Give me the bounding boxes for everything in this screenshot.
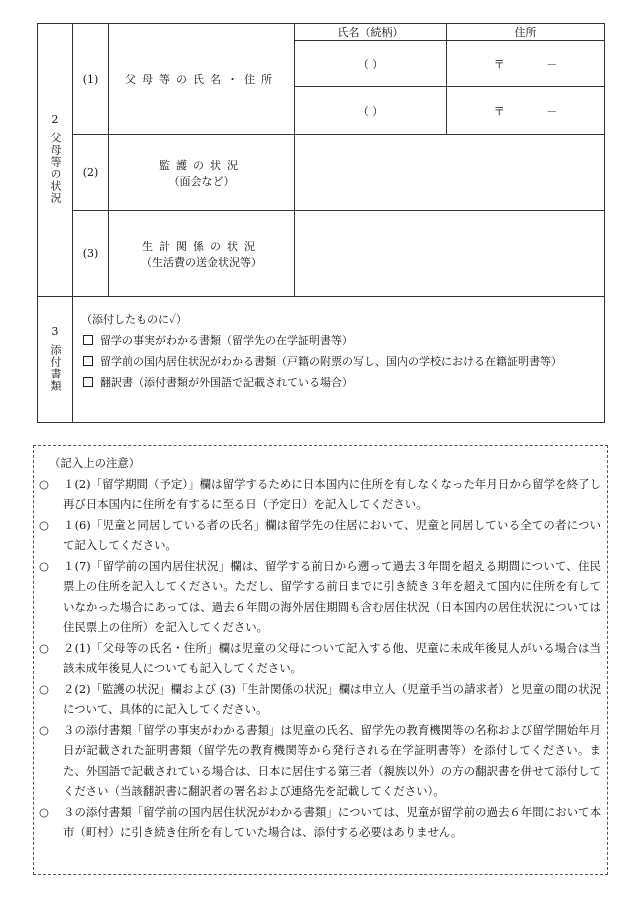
row3-number: (3): [73, 211, 109, 297]
note-text: ２(2)「監護の状況」欄および (3)「生計関係の状況」欄は申立人（児童手当の請求者）と児童の間の状況について、具体的に記入してください。: [63, 681, 601, 716]
parent1-relation: （ ）: [357, 57, 384, 71]
row1-number: (1): [73, 24, 109, 135]
attachment-item: [81, 330, 604, 351]
note-item: [39, 679, 601, 720]
note-text: １(7)「留学前の国内居住状況」欄は、留学する前日から遡って過去３年間を超える期間について、住民票上の住所を記入してください。ただし、留学する前日までに引き続き３年を超えて国内に住所を有していなかった場合にあっては、過去６年間の海外居住期間も含む居住状況（日本国内の居住状況については住民票上の住所）を記入してください。: [63, 558, 601, 634]
bullet-circle-icon: ○: [39, 476, 49, 491]
postal-dash: －: [546, 57, 558, 71]
note-item: [39, 474, 601, 515]
livelihood-status-field[interactable]: [295, 211, 605, 297]
bullet-circle-icon: ○: [39, 681, 49, 696]
attachment-item: [81, 351, 604, 372]
note-item: [39, 720, 601, 802]
section3-label: 添付書類: [49, 343, 62, 392]
row3-label-cell: [109, 211, 295, 297]
postal-dash: －: [546, 104, 558, 118]
bullet-circle-icon: ○: [39, 722, 49, 737]
header-name-relation: 氏名（続柄）: [295, 24, 447, 41]
postal-mark: 〒: [493, 104, 505, 118]
header-address: 住所: [447, 24, 605, 41]
attachment-label: 留学の事実がわかる書類（留学先の在学証明書等）: [100, 334, 353, 347]
section2-label: 父母等の状況: [49, 132, 62, 204]
note-text: １(6)「児童と同居している者の氏名」欄は留学先の住居において、児童と同居している全ての者について記入してください。: [63, 517, 601, 552]
section2-number: 2: [51, 113, 59, 126]
postal-mark: 〒: [493, 57, 505, 71]
notes-title: （記入上の注意）: [49, 456, 141, 470]
parent1-address-field[interactable]: [447, 41, 605, 87]
bullet-circle-icon: ○: [39, 517, 49, 532]
note-text: １(2)「留学期間（予定）」欄は留学するために日本国内に住所を有しなくなった年月日から留学を終了し再び日本国内に住所を有するに至る日（予定日）を記入してください。: [63, 476, 601, 511]
row2-label: 監護の状況: [159, 158, 244, 172]
note-text: ３の添付書類「留学の事実がわかる書類」は児童の氏名、留学先の教育機関等の名称および留学開始年月日が記載された証明書類（留学先の教育機関等から発行される在学証明書等）を添付してください。また、外国語で記載されている場合は、日本に居住する第三者（親族以外）の方の翻訳書を併せて添付してください（当該翻訳書に翻訳者の署名および連絡先を記載してください）。: [63, 722, 601, 798]
note-text: ２(1)「父母等の氏名・住所」欄は児童の父母について記入する他、児童に未成年後見人がいる場合は当該未成年後見人についても記入してください。: [63, 640, 601, 675]
custody-status-field[interactable]: [295, 135, 605, 211]
note-item: [39, 515, 601, 556]
section3-label-cell: [38, 297, 73, 423]
attachment-label: 翻訳書（添付書類が外国語で記載されている場合）: [100, 376, 353, 389]
parent2-name-field[interactable]: [295, 87, 447, 135]
bullet-circle-icon: ○: [39, 558, 49, 573]
section2-label-cell: [38, 24, 73, 297]
note-item: [39, 638, 601, 679]
checkbox[interactable]: [83, 377, 93, 387]
parent2-relation: （ ）: [357, 104, 384, 118]
checkbox[interactable]: [83, 356, 93, 366]
attachments-intro: （添付したものに✓）: [81, 313, 188, 326]
row2-sublabel: （面会など）: [168, 174, 235, 188]
application-form-table: [37, 23, 605, 423]
bullet-circle-icon: ○: [39, 640, 49, 655]
attachment-item: [81, 372, 604, 393]
row2-number: (2): [73, 135, 109, 211]
row2-label-cell: [109, 135, 295, 211]
attachment-label: 留学前の国内居住状況がわかる書類（戸籍の附票の写し、国内の学校における在籍証明書等）: [100, 355, 562, 368]
checkbox[interactable]: [83, 335, 93, 345]
row3-label: 生計関係の状況: [142, 239, 261, 253]
bullet-circle-icon: ○: [39, 804, 49, 819]
parent1-name-field[interactable]: [295, 41, 447, 87]
section3-number: 3: [51, 324, 59, 338]
note-item: [39, 802, 601, 843]
row1-label: 父母等の氏名・住所: [109, 24, 295, 135]
attachments-cell: [73, 297, 605, 423]
row3-sublabel: （生活費の送金状況等）: [141, 255, 262, 269]
note-text: ３の添付書類「留学前の国内居住状況がわかる書類」については、児童が留学前の過去６年間において本市（町村）に引き続き住所を有していた場合は、添付する必要はありません。: [63, 804, 601, 839]
parent2-address-field[interactable]: [447, 87, 605, 135]
instructions-box: [33, 445, 608, 875]
note-item: [39, 556, 601, 638]
